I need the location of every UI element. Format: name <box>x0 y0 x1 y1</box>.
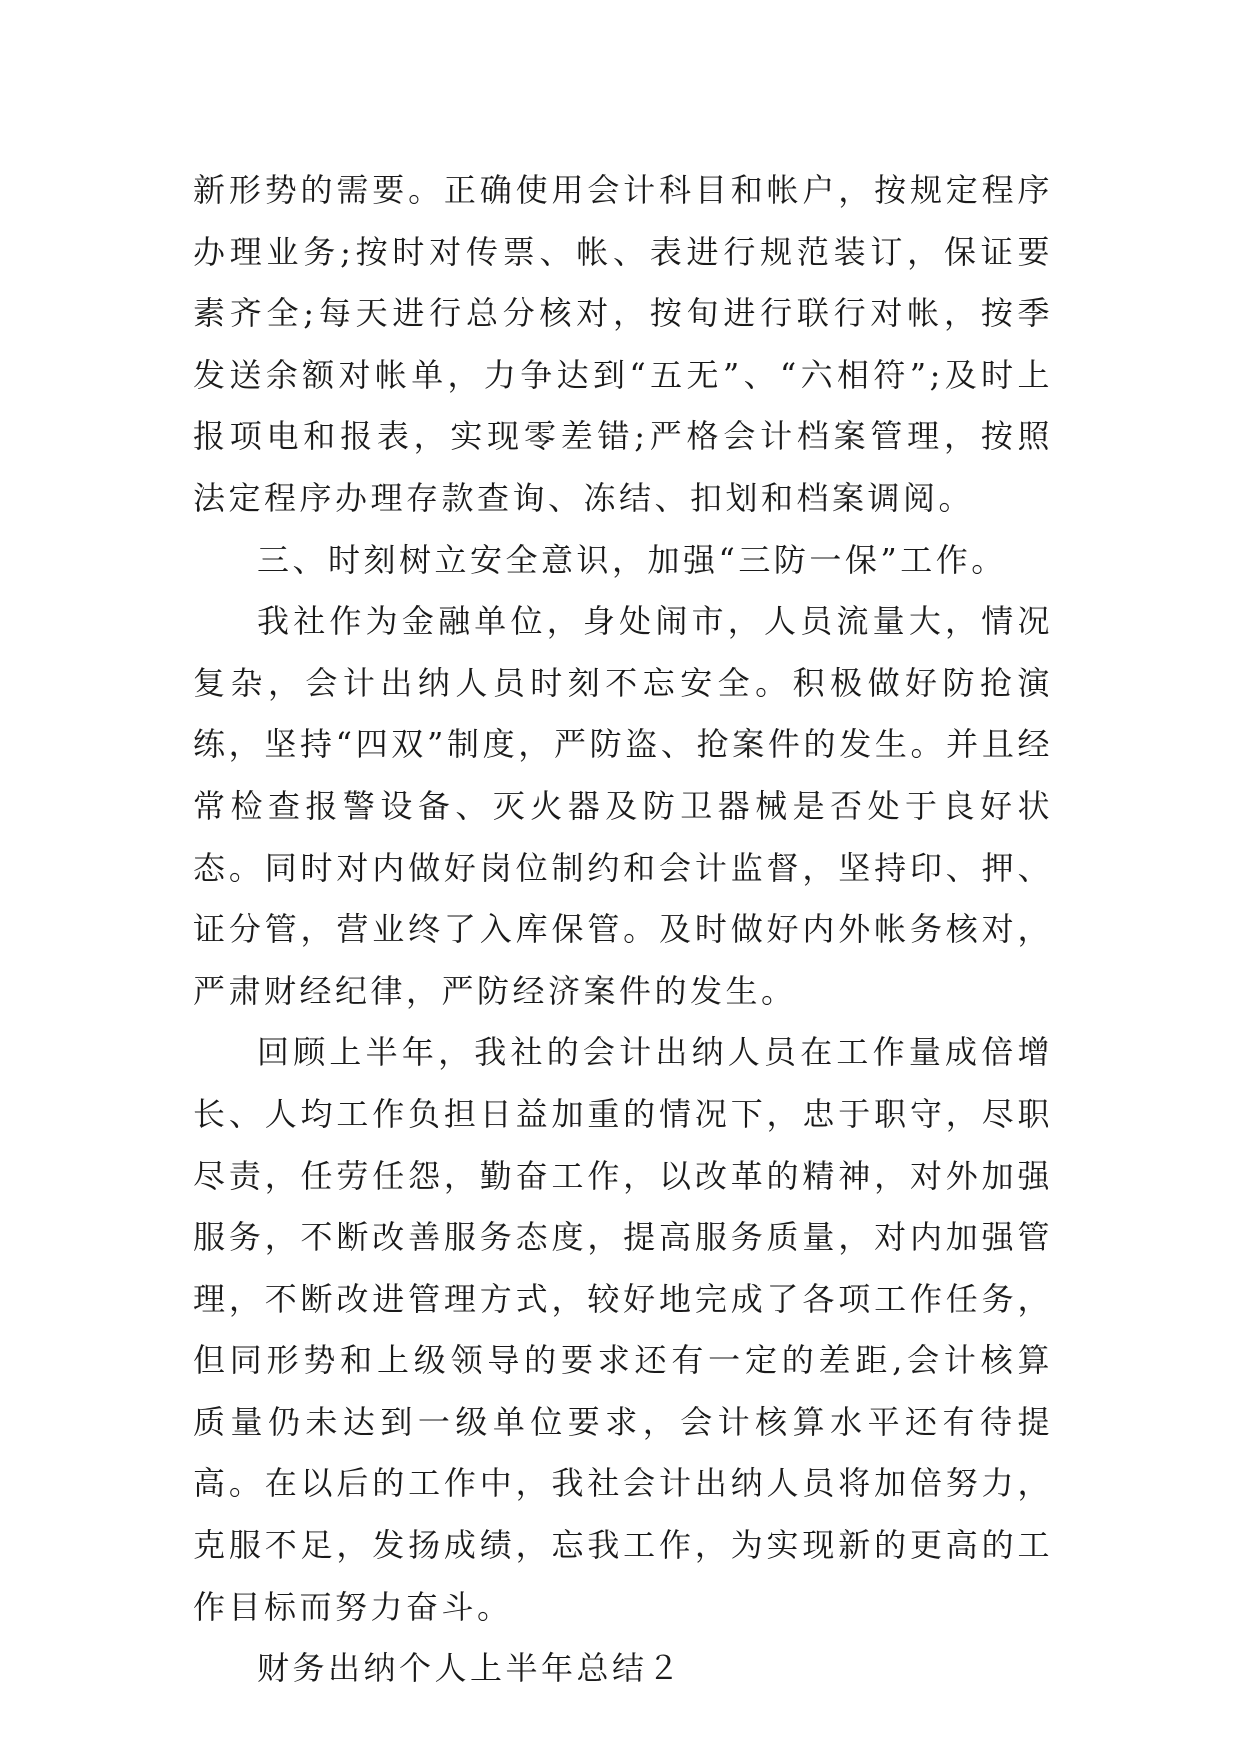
section-heading-three: 三、时刻树立安全意识，加强“三防一保”工作。 <box>257 540 1007 579</box>
paragraph-security: 我社作为金融单位，身处闹市，人员流量大，情况复杂，会计出纳人员时刻不忘安全。积极做好防抢演练，坚持“四双”制度，严防盗、抢案件的发生。并且经常检查报警设备、灭火器及防卫器械是否处于良好状态。同时对内做好岗位制约和会计监督，坚持印、押、证分管，营业终了入库保管。及时做好内外帐务核对，严肃财经纪律，严防经济案件的发生。 <box>193 602 1053 1010</box>
paragraph-continuation: 新形势的需要。正确使用会计科目和帐户，按规定程序办理业务;按时对传票、帐、表进行规范装订，保证要素齐全;每天进行总分核对，按旬进行联行对帐，按季发送余额对帐单，力争达到“五无”、“六相符”;及时上报项电和报表，实现零差错;严格会计档案管理，按照法定程序办理存款查询、冻结、扣划和档案调阅。 <box>193 171 1053 517</box>
section-title-summary-2: 财务出纳个人上半年总结２ <box>257 1649 684 1688</box>
paragraph-review: 回顾上半年，我社的会计出纳人员在工作量成倍增长、人均工作负担日益加重的情况下，忠于职守，尽职尽责，任劳任怨，勤奋工作，以改革的精神，对外加强服务，不断改善服务态度，提高服务质量，对内加强管理，不断改进管理方式，较好地完成了各项工作任务，但同形势和上级领导的要求还有一定的差距,会计核算质量仍未达到一级单位要求，会计核算水平还有待提高。在以后的工作中，我社会计出纳人员将加倍努力，克服不足，发扬成绩，忘我工作，为实现新的更高的工作目标而努力奋斗。 <box>193 1033 1053 1626</box>
document-body <box>193 160 1053 1700</box>
